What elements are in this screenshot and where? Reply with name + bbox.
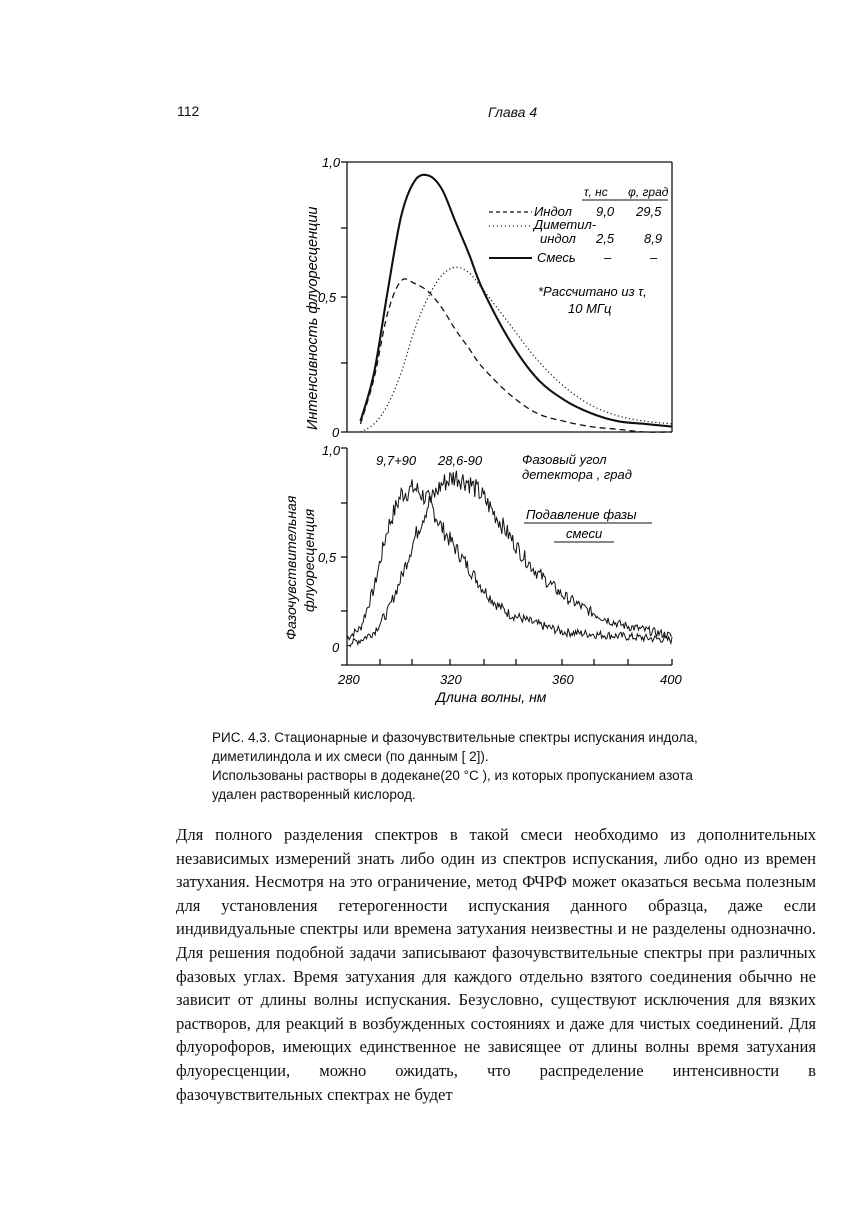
page-number: 112 <box>177 103 200 119</box>
legend-dmi-tau: 2,5 <box>596 231 615 246</box>
bottom-panel-curves <box>347 471 672 647</box>
legend-dmi-phi: 8,9 <box>644 231 663 246</box>
top-ytick-1: 1,0 <box>322 155 341 170</box>
xtick-360: 360 <box>552 672 574 687</box>
xtick-280: 280 <box>338 672 360 687</box>
bottom-series-line-1 <box>347 471 672 647</box>
legend-mix-name: Смесь <box>537 250 576 265</box>
phase-header-2: детектора , град <box>522 467 632 482</box>
legend-dmi-name-1: Диметил- <box>534 217 597 232</box>
caption-line-1: РИС. 4.3. Стационарные и фазочувствительные спектры испускания индола, <box>212 730 698 745</box>
top-annotation-2: 10 МГц <box>568 301 612 316</box>
xlabel: Длина волны, нм <box>436 689 547 705</box>
caption-line-3: Использованы растворы в додекане(20 °С ), из которых пропусканием азота <box>212 768 693 783</box>
legend-mix-tau: – <box>604 250 612 265</box>
bottom-series-line-0 <box>347 479 672 643</box>
figure-caption <box>212 728 812 804</box>
phase-header-1: Фазовый угол <box>522 452 607 467</box>
top-annotation-1: *Рассчитано из τ, <box>538 284 647 299</box>
legend-indole-tau: 9,0 <box>596 204 615 219</box>
bottom-ytick-0: 0 <box>332 640 340 655</box>
body-paragraph: Для полного разделения спектров в такой смеси необходимо из дополнительных независимых измерений знать либо один из спектров испускания, либо одно из времен затухания. Несмотря на это ограничение, метод ФЧРФ может оказаться весьма полезным для установления гетерогенности испускания данного образца, даже если индивидуальные спектры или времена затухания неизвестны и не разделены однозначно. Для решения подобной задачи записывают фазочувствительные спектры при различных фазовых углах. Время затухания для каждого отдельно взятого соединения обычно не зависит от длины волны испускания. Безусловно, существуют исключения для вязких растворов, для реакций в возбужденных состояниях и даже для чистых соединений. Для флуорофоров, имеющих единственное не зависящее от длины волны время затухания флуоресценции, можно ожидать, что распределение интенсивности в фазочувствительных спектрах не будет <box>176 825 816 1104</box>
xtick-320: 320 <box>440 672 462 687</box>
bottom-ytick-05: 0,5 <box>318 550 337 565</box>
caption-line-2: диметилиндола и их смеси (по данным [ 2]). <box>212 749 489 764</box>
legend-dmi-name-2: индол <box>540 231 576 246</box>
body-text <box>176 823 816 1106</box>
legend-header-phi: φ, град <box>628 185 669 199</box>
xtick-400: 400 <box>660 672 682 687</box>
top-series-line-2 <box>361 175 673 427</box>
top-ylabel: Интенсивность флуоресценции <box>305 206 321 430</box>
top-series-line-0 <box>361 279 673 432</box>
caption-line-4: удален растворенный кислород. <box>212 787 416 802</box>
phase-label-2: 28,6-90 <box>438 453 483 468</box>
legend-header-tau: τ, нс <box>584 185 608 199</box>
bottom-ytick-1: 1,0 <box>322 443 341 458</box>
phase-label-1: 9,7+90 <box>376 453 417 468</box>
legend-indole-name: Индол <box>534 204 572 219</box>
legend-indole-phi: 29,5 <box>636 204 662 219</box>
bottom-ylabel-1: Фазочувствительная <box>283 495 299 640</box>
top-ytick-05: 0,5 <box>318 290 337 305</box>
running-title: Глава 4 <box>488 104 538 120</box>
suppression-label-2: смеси <box>566 526 603 541</box>
top-panel-curves <box>361 175 673 432</box>
top-ytick-0: 0 <box>332 425 340 440</box>
legend-mix-phi: – <box>650 250 658 265</box>
bottom-ylabel-2: флуоресценция <box>301 508 317 612</box>
suppression-label-1: Подавление фазы <box>526 507 637 522</box>
